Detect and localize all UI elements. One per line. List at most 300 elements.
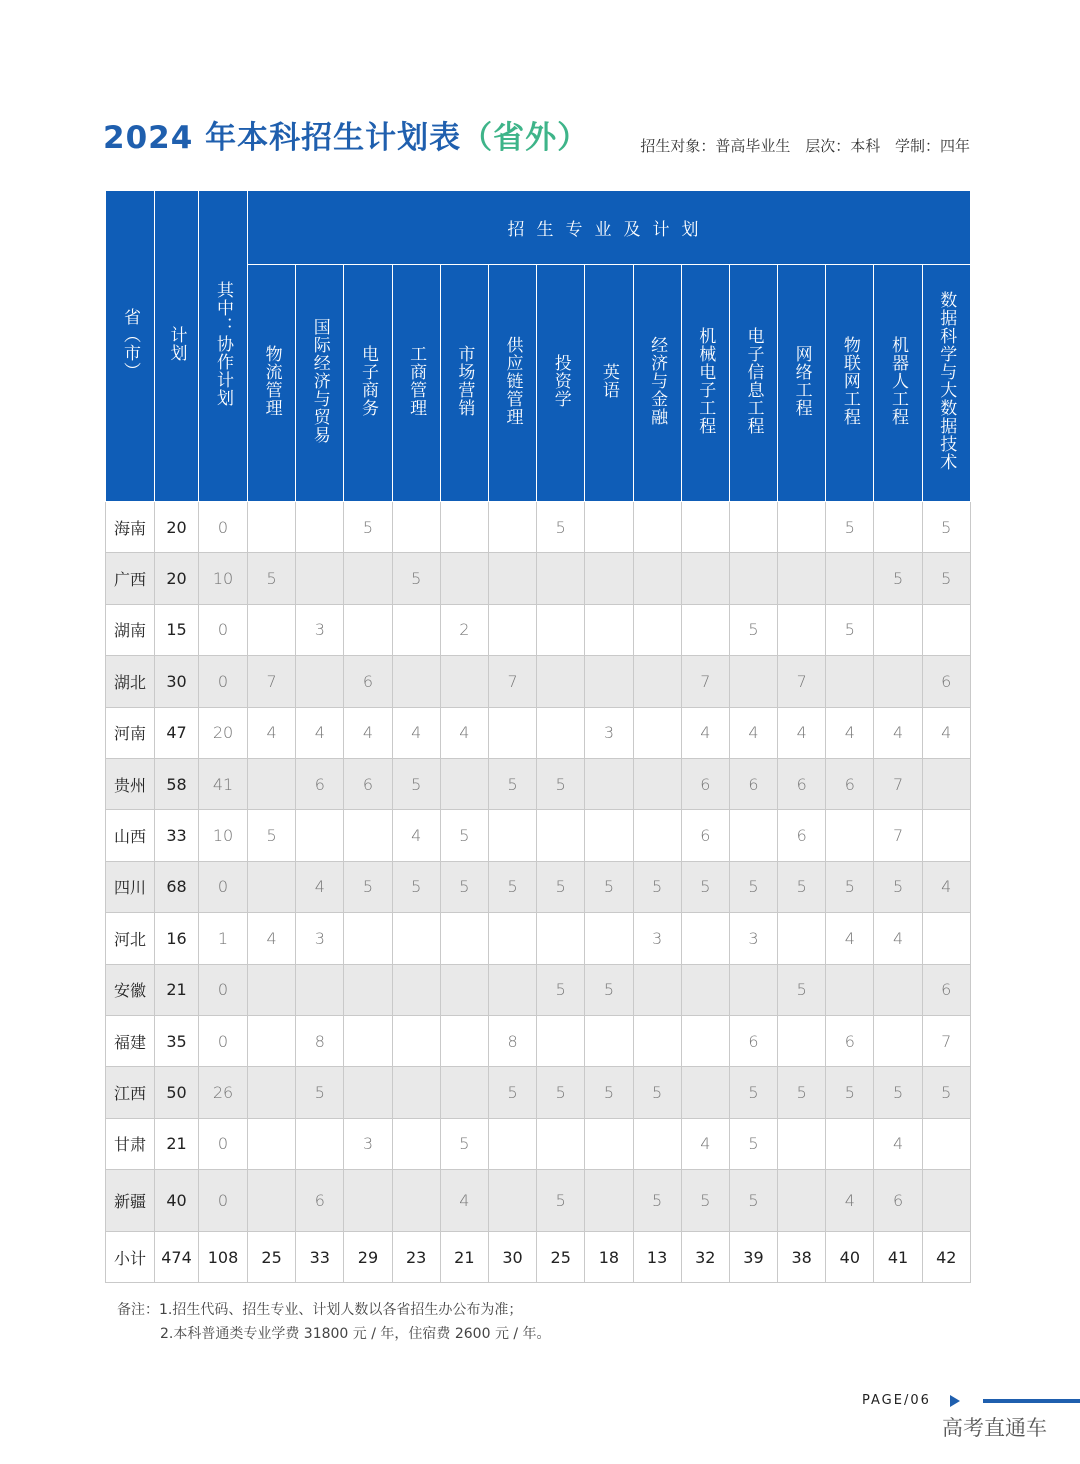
header-province xyxy=(106,191,155,502)
major-plan-cell xyxy=(248,1170,296,1232)
major-plan-cell xyxy=(440,553,488,604)
major-plan-cell xyxy=(344,553,392,604)
major-plan-cell xyxy=(440,1067,488,1118)
major-plan-cell: 5 xyxy=(874,861,922,912)
header-major xyxy=(296,265,344,502)
major-plan-cell xyxy=(537,604,585,655)
coop-plan-cell: 0 xyxy=(199,964,248,1015)
header-major xyxy=(681,265,729,502)
major-plan-cell: 8 xyxy=(488,1015,536,1066)
header-major-label: 市场营销 xyxy=(454,345,475,417)
major-plan-cell xyxy=(296,810,344,861)
enrollment-meta xyxy=(630,135,970,156)
major-plan-cell xyxy=(585,810,633,861)
major-plan-cell: 5 xyxy=(392,758,440,809)
major-plan-cell: 5 xyxy=(729,1118,777,1169)
province-cell: 新疆 xyxy=(106,1170,155,1232)
header-major xyxy=(440,265,488,502)
province-cell: 安徽 xyxy=(106,964,155,1015)
major-plan-cell: 5 xyxy=(585,1067,633,1118)
note-line-1: 备注：1.招生代码、招生专业、计划人数以各省招生办公布为准； xyxy=(117,1302,523,1318)
major-plan-cell: 6 xyxy=(729,1015,777,1066)
plan-total-cell: 47 xyxy=(155,707,199,758)
major-plan-cell: 4 xyxy=(248,913,296,964)
major-plan-cell: 4 xyxy=(729,707,777,758)
header-major-label: 电子信息工程 xyxy=(743,327,764,435)
table-row xyxy=(106,913,971,964)
major-plan-cell: 5 xyxy=(826,502,874,553)
major-plan-cell xyxy=(488,1118,536,1169)
province-cell: 湖北 xyxy=(106,656,155,707)
header-majors-band: 招生专业及计划 xyxy=(248,191,971,265)
major-plan-cell xyxy=(729,502,777,553)
major-plan-cell: 5 xyxy=(729,861,777,912)
table-row xyxy=(106,502,971,553)
major-plan-cell: 4 xyxy=(922,861,970,912)
major-plan-cell xyxy=(778,1170,826,1232)
major-plan-cell: 5 xyxy=(922,1067,970,1118)
plan-total-cell: 20 xyxy=(155,502,199,553)
major-plan-cell: 3 xyxy=(633,913,681,964)
plan-total-cell: 20 xyxy=(155,553,199,604)
major-plan-cell xyxy=(585,1015,633,1066)
major-plan-cell: 7 xyxy=(922,1015,970,1066)
major-plan-cell xyxy=(344,810,392,861)
plan-total-cell: 30 xyxy=(155,656,199,707)
major-plan-cell: 5 xyxy=(537,964,585,1015)
major-plan-cell xyxy=(681,502,729,553)
major-plan-cell: 5 xyxy=(488,758,536,809)
major-plan-cell xyxy=(729,656,777,707)
major-plan-cell xyxy=(585,1170,633,1232)
brand-watermark: 高考直通车 xyxy=(942,1416,1047,1440)
major-plan-cell xyxy=(440,1015,488,1066)
major-plan-cell xyxy=(633,1118,681,1169)
header-coop xyxy=(199,191,248,502)
major-plan-cell xyxy=(729,964,777,1015)
major-plan-cell: 6 xyxy=(922,656,970,707)
major-plan-cell: 5 xyxy=(778,1067,826,1118)
major-plan-cell xyxy=(248,1067,296,1118)
major-plan-cell: 6 xyxy=(344,758,392,809)
table-row xyxy=(106,758,971,809)
summary-major-cell: 23 xyxy=(392,1232,440,1283)
coop-plan-cell: 0 xyxy=(199,604,248,655)
coop-plan-cell: 1 xyxy=(199,913,248,964)
major-plan-cell xyxy=(826,553,874,604)
major-plan-cell: 5 xyxy=(826,861,874,912)
major-plan-cell xyxy=(585,604,633,655)
major-plan-cell xyxy=(922,913,970,964)
table-row xyxy=(106,964,971,1015)
header-major xyxy=(537,265,585,502)
major-plan-cell xyxy=(248,1118,296,1169)
major-plan-cell xyxy=(778,1118,826,1169)
plan-total-cell: 21 xyxy=(155,1118,199,1169)
major-plan-cell xyxy=(392,913,440,964)
major-plan-cell xyxy=(488,553,536,604)
major-plan-cell: 4 xyxy=(248,707,296,758)
major-plan-cell xyxy=(392,1170,440,1232)
plan-total-cell: 33 xyxy=(155,810,199,861)
coop-plan-cell: 0 xyxy=(199,656,248,707)
header-major-label: 物流管理 xyxy=(261,345,282,417)
plan-total-cell: 68 xyxy=(155,861,199,912)
major-plan-cell xyxy=(296,656,344,707)
footer-rule xyxy=(983,1399,1080,1403)
plan-total-cell: 58 xyxy=(155,758,199,809)
major-plan-cell: 4 xyxy=(296,707,344,758)
major-plan-cell: 6 xyxy=(922,964,970,1015)
major-plan-cell: 4 xyxy=(922,707,970,758)
major-plan-cell xyxy=(585,502,633,553)
major-plan-cell: 5 xyxy=(392,553,440,604)
major-plan-cell xyxy=(248,1015,296,1066)
major-plan-cell: 5 xyxy=(729,1170,777,1232)
meta-target: 招生对象：普高毕业生 xyxy=(640,137,791,155)
summary-row xyxy=(106,1232,971,1283)
major-plan-cell: 5 xyxy=(778,964,826,1015)
major-plan-cell: 5 xyxy=(248,553,296,604)
summary-major-cell: 13 xyxy=(633,1232,681,1283)
major-plan-cell xyxy=(874,964,922,1015)
major-plan-cell xyxy=(681,1067,729,1118)
major-plan-cell xyxy=(392,964,440,1015)
major-plan-cell xyxy=(537,707,585,758)
major-plan-cell: 5 xyxy=(537,502,585,553)
province-cell: 甘肃 xyxy=(106,1118,155,1169)
header-major-label: 工商管理 xyxy=(406,345,427,417)
province-cell: 江西 xyxy=(106,1067,155,1118)
major-plan-cell: 5 xyxy=(874,1067,922,1118)
major-plan-cell xyxy=(296,1118,344,1169)
major-plan-cell: 5 xyxy=(633,1067,681,1118)
coop-plan-cell: 0 xyxy=(199,502,248,553)
major-plan-cell xyxy=(778,604,826,655)
major-plan-cell: 4 xyxy=(681,1118,729,1169)
major-plan-cell xyxy=(248,502,296,553)
plan-total-cell: 50 xyxy=(155,1067,199,1118)
major-plan-cell xyxy=(344,1067,392,1118)
table-row xyxy=(106,1015,971,1066)
major-plan-cell: 5 xyxy=(874,553,922,604)
major-plan-cell xyxy=(488,604,536,655)
major-plan-cell xyxy=(681,604,729,655)
major-plan-cell: 5 xyxy=(585,861,633,912)
coop-plan-cell: 10 xyxy=(199,553,248,604)
major-plan-cell: 3 xyxy=(729,913,777,964)
table-row xyxy=(106,604,971,655)
header-major xyxy=(778,265,826,502)
major-plan-cell xyxy=(778,502,826,553)
major-plan-cell xyxy=(248,604,296,655)
coop-plan-cell: 0 xyxy=(199,1118,248,1169)
notes xyxy=(117,1298,551,1346)
major-plan-cell: 5 xyxy=(440,1118,488,1169)
coop-plan-cell: 41 xyxy=(199,758,248,809)
table-row xyxy=(106,1067,971,1118)
major-plan-cell xyxy=(874,502,922,553)
major-plan-cell: 4 xyxy=(392,707,440,758)
major-plan-cell xyxy=(344,964,392,1015)
province-cell: 福建 xyxy=(106,1015,155,1066)
major-plan-cell xyxy=(633,604,681,655)
major-plan-cell xyxy=(440,502,488,553)
major-plan-cell xyxy=(922,758,970,809)
major-plan-cell xyxy=(874,656,922,707)
major-plan-cell xyxy=(681,913,729,964)
table-row xyxy=(106,656,971,707)
summary-major-cell: 32 xyxy=(681,1232,729,1283)
province-cell: 山西 xyxy=(106,810,155,861)
header-major xyxy=(922,265,970,502)
major-plan-cell: 5 xyxy=(440,861,488,912)
major-plan-cell: 5 xyxy=(633,861,681,912)
major-plan-cell xyxy=(488,502,536,553)
major-plan-cell: 5 xyxy=(537,1170,585,1232)
meta-duration: 学制：四年 xyxy=(894,137,970,155)
major-plan-cell: 4 xyxy=(826,707,874,758)
major-plan-cell xyxy=(344,1015,392,1066)
major-plan-cell: 6 xyxy=(681,810,729,861)
major-plan-cell: 5 xyxy=(778,861,826,912)
major-plan-cell xyxy=(729,553,777,604)
major-plan-cell: 5 xyxy=(488,1067,536,1118)
header-major xyxy=(874,265,922,502)
major-plan-cell: 5 xyxy=(681,1170,729,1232)
major-plan-cell xyxy=(681,553,729,604)
table-row xyxy=(106,861,971,912)
summary-major-cell: 25 xyxy=(537,1232,585,1283)
header-major-label: 英语 xyxy=(598,363,619,399)
major-plan-cell: 5 xyxy=(248,810,296,861)
major-plan-cell xyxy=(537,913,585,964)
summary-major-cell: 33 xyxy=(296,1232,344,1283)
major-plan-cell: 5 xyxy=(729,604,777,655)
summary-coop: 108 xyxy=(199,1232,248,1283)
major-plan-cell: 5 xyxy=(537,1067,585,1118)
header-major xyxy=(344,265,392,502)
major-plan-cell xyxy=(537,553,585,604)
major-plan-cell xyxy=(488,1170,536,1232)
major-plan-cell: 5 xyxy=(633,1170,681,1232)
major-plan-cell xyxy=(537,1015,585,1066)
summary-major-cell: 25 xyxy=(248,1232,296,1283)
major-plan-cell xyxy=(440,656,488,707)
major-plan-cell xyxy=(392,502,440,553)
major-plan-cell xyxy=(633,810,681,861)
major-plan-cell: 4 xyxy=(296,861,344,912)
major-plan-cell: 7 xyxy=(874,758,922,809)
major-plan-cell: 7 xyxy=(248,656,296,707)
major-plan-cell xyxy=(440,758,488,809)
header-coop-label: 其中：协作计划 xyxy=(213,281,233,407)
plan-total-cell: 15 xyxy=(155,604,199,655)
major-plan-cell: 3 xyxy=(585,707,633,758)
major-plan-cell: 6 xyxy=(681,758,729,809)
major-plan-cell xyxy=(633,758,681,809)
major-plan-cell: 8 xyxy=(296,1015,344,1066)
province-cell: 广西 xyxy=(106,553,155,604)
major-plan-cell: 6 xyxy=(874,1170,922,1232)
summary-major-cell: 38 xyxy=(778,1232,826,1283)
header-major-label: 投资学 xyxy=(550,354,571,408)
header-major xyxy=(633,265,681,502)
major-plan-cell: 7 xyxy=(488,656,536,707)
plan-total-cell: 35 xyxy=(155,1015,199,1066)
major-plan-cell: 7 xyxy=(778,656,826,707)
major-plan-cell: 5 xyxy=(537,758,585,809)
major-plan-cell xyxy=(248,861,296,912)
major-plan-cell xyxy=(488,964,536,1015)
major-plan-cell xyxy=(296,502,344,553)
major-plan-cell: 5 xyxy=(922,502,970,553)
major-plan-cell: 4 xyxy=(874,913,922,964)
major-plan-cell xyxy=(778,1015,826,1066)
major-plan-cell: 4 xyxy=(826,1170,874,1232)
coop-plan-cell: 10 xyxy=(199,810,248,861)
major-plan-cell: 5 xyxy=(681,861,729,912)
header-major-label: 数据科学与大数据技术 xyxy=(936,291,957,471)
major-plan-cell: 5 xyxy=(585,964,633,1015)
major-plan-cell: 6 xyxy=(729,758,777,809)
title-paren: （省外） xyxy=(461,120,590,156)
major-plan-cell: 5 xyxy=(392,861,440,912)
major-plan-cell xyxy=(488,913,536,964)
major-plan-cell: 5 xyxy=(922,553,970,604)
coop-plan-cell: 0 xyxy=(199,1170,248,1232)
page-number: PAGE/06 xyxy=(862,1393,931,1408)
major-plan-cell xyxy=(922,810,970,861)
major-plan-cell xyxy=(296,964,344,1015)
province-cell: 河北 xyxy=(106,913,155,964)
province-cell: 四川 xyxy=(106,861,155,912)
major-plan-cell xyxy=(488,707,536,758)
major-plan-cell: 5 xyxy=(729,1067,777,1118)
header-plan xyxy=(155,191,199,502)
table-row xyxy=(106,1118,971,1169)
header-major-label: 机器人工程 xyxy=(888,336,909,426)
summary-major-cell: 29 xyxy=(344,1232,392,1283)
page-title xyxy=(103,112,589,157)
major-plan-cell xyxy=(537,1118,585,1169)
major-plan-cell xyxy=(440,964,488,1015)
major-plan-cell: 4 xyxy=(874,1118,922,1169)
major-plan-cell: 6 xyxy=(778,810,826,861)
header-major-label: 供应链管理 xyxy=(502,336,523,426)
major-plan-cell xyxy=(729,810,777,861)
plan-total-cell: 21 xyxy=(155,964,199,1015)
major-plan-cell: 5 xyxy=(440,810,488,861)
major-plan-cell xyxy=(681,964,729,1015)
major-plan-cell xyxy=(296,553,344,604)
header-major xyxy=(826,265,874,502)
table-row xyxy=(106,810,971,861)
major-plan-cell: 5 xyxy=(826,1067,874,1118)
major-plan-cell xyxy=(392,1118,440,1169)
major-plan-cell: 4 xyxy=(440,1170,488,1232)
major-plan-cell: 4 xyxy=(778,707,826,758)
major-plan-cell xyxy=(488,810,536,861)
major-plan-cell: 6 xyxy=(344,656,392,707)
header-major xyxy=(729,265,777,502)
major-plan-cell xyxy=(344,1170,392,1232)
major-plan-cell xyxy=(922,604,970,655)
plan-total-cell: 40 xyxy=(155,1170,199,1232)
major-plan-cell xyxy=(633,656,681,707)
summary-major-cell: 39 xyxy=(729,1232,777,1283)
summary-major-cell: 30 xyxy=(488,1232,536,1283)
summary-total: 474 xyxy=(155,1232,199,1283)
major-plan-cell xyxy=(633,707,681,758)
major-plan-cell xyxy=(344,604,392,655)
major-plan-cell xyxy=(440,913,488,964)
title-main: 2024 年本科招生计划表 xyxy=(103,120,462,156)
header-province-label: 省（市） xyxy=(120,308,140,380)
major-plan-cell: 3 xyxy=(296,604,344,655)
header-major-label: 经济与金融 xyxy=(647,336,668,426)
province-cell: 湖南 xyxy=(106,604,155,655)
header-major xyxy=(585,265,633,502)
header-major-label: 网络工程 xyxy=(791,345,812,417)
major-plan-cell xyxy=(585,913,633,964)
major-plan-cell xyxy=(392,1015,440,1066)
major-plan-cell xyxy=(392,1067,440,1118)
major-plan-cell xyxy=(585,553,633,604)
major-plan-cell: 3 xyxy=(296,913,344,964)
summary-major-cell: 40 xyxy=(826,1232,874,1283)
major-plan-cell xyxy=(633,964,681,1015)
coop-plan-cell: 0 xyxy=(199,861,248,912)
meta-level: 层次：本科 xyxy=(805,137,881,155)
header-major-label: 物联网工程 xyxy=(839,336,860,426)
summary-major-cell: 18 xyxy=(585,1232,633,1283)
table-row xyxy=(106,707,971,758)
major-plan-cell xyxy=(826,656,874,707)
major-plan-cell xyxy=(633,553,681,604)
major-plan-cell xyxy=(922,1118,970,1169)
major-plan-cell xyxy=(248,964,296,1015)
major-plan-cell xyxy=(392,604,440,655)
summary-major-cell: 41 xyxy=(874,1232,922,1283)
header-major-label: 机械电子工程 xyxy=(695,327,716,435)
major-plan-cell xyxy=(874,604,922,655)
enrollment-plan-table xyxy=(105,190,971,1283)
summary-label: 小计 xyxy=(106,1232,155,1283)
major-plan-cell xyxy=(585,656,633,707)
major-plan-cell: 5 xyxy=(537,861,585,912)
major-plan-cell: 6 xyxy=(826,758,874,809)
summary-major-cell: 42 xyxy=(922,1232,970,1283)
major-plan-cell: 5 xyxy=(344,861,392,912)
header-major-label: 电子商务 xyxy=(357,345,378,417)
major-plan-cell: 3 xyxy=(344,1118,392,1169)
major-plan-cell xyxy=(826,964,874,1015)
major-plan-cell xyxy=(633,1015,681,1066)
major-plan-cell xyxy=(585,1118,633,1169)
major-plan-cell: 6 xyxy=(296,758,344,809)
major-plan-cell xyxy=(344,913,392,964)
major-plan-cell xyxy=(537,810,585,861)
header-major-label: 国际经济与贸易 xyxy=(309,318,330,444)
major-plan-cell: 4 xyxy=(874,707,922,758)
major-plan-cell: 6 xyxy=(296,1170,344,1232)
major-plan-cell xyxy=(922,1170,970,1232)
major-plan-cell: 4 xyxy=(826,913,874,964)
major-plan-cell: 5 xyxy=(296,1067,344,1118)
table-row xyxy=(106,1170,971,1232)
major-plan-cell xyxy=(778,913,826,964)
